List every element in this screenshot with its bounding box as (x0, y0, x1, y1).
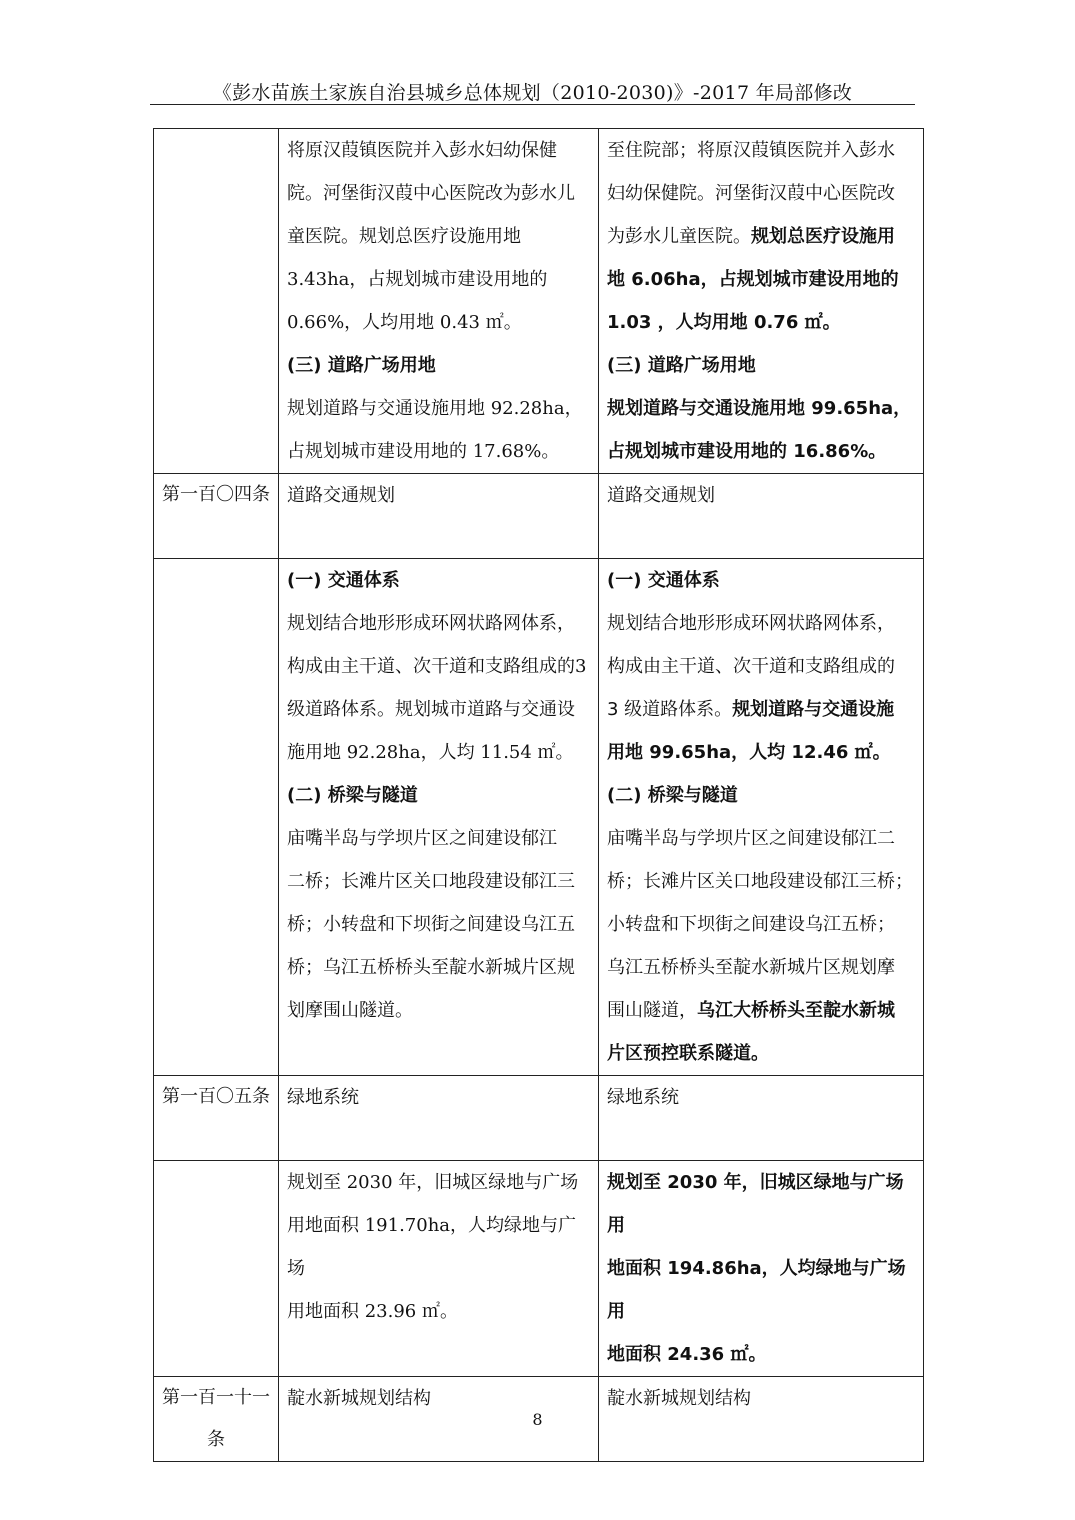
text-line: 桥；长滩片区关口地段建设郁江三桥； (607, 871, 913, 892)
text-line: 童医院。规划总医疗设施用地 (287, 226, 521, 247)
article-cell (154, 129, 279, 474)
article-cell (154, 1161, 279, 1377)
revised-bold-text: 乌江大桥桥头至靛水新城 (697, 1000, 895, 1021)
text-line: 0.66%，人均用地 0.43 ㎡。 (287, 312, 522, 333)
text-line: 至住院部；将原汉葭镇医院并入彭水 (607, 140, 895, 161)
page-number: 8 (532, 1410, 543, 1429)
original-text-cell: 道路交通规划 (279, 474, 599, 559)
original-text-cell: 绿地系统 (279, 1076, 599, 1161)
article-number: 第一百一十一条 (154, 1377, 279, 1462)
text-line: 3.43ha，占规划城市建设用地的 (287, 269, 548, 290)
comparison-table (153, 128, 924, 1462)
text-span: 3 级道路体系。 (607, 699, 733, 720)
text-line: 划摩围山隧道。 (287, 1000, 413, 1021)
text-line: 小转盘和下坝街之间建设乌江五桥； (607, 914, 895, 935)
text-line: 院。河堡街汉葭中心医院改为彭水儿 (287, 183, 575, 204)
revised-bold-text: 地 6.06ha，占规划城市建设用地的 (607, 269, 899, 290)
text-line (607, 688, 915, 731)
text-line: 庙嘴半岛与学坝片区之间建设郁江二 (607, 828, 895, 849)
table-row (154, 559, 924, 1076)
text-line: 构成由主干道、次干道和支路组成的3 (287, 656, 587, 677)
text-span: 围山隧道， (607, 1000, 697, 1021)
original-text-cell: 靛水新城规划结构 (279, 1377, 599, 1462)
revised-text-cell (599, 129, 924, 474)
revised-bold-text: 规划至 2030 年，旧城区绿地与广场用 (607, 1172, 904, 1236)
revised-text-cell: 靛水新城规划结构 (599, 1377, 924, 1462)
original-text-cell (279, 1161, 599, 1377)
text-line: 桥；小转盘和下坝街之间建设乌江五 (287, 914, 575, 935)
text-line: 规划结合地形形成环网状路网体系， (607, 613, 895, 634)
text-line: 规划结合地形形成环网状路网体系， (287, 613, 575, 634)
revised-bold-text: 规划道路与交通设施 (732, 699, 895, 720)
page-header: 《彭水苗族土家族自治县城乡总体规划（2010-2030)》-2017 年局部修改 (212, 82, 853, 104)
text-line: 用地面积 191.70ha，人均绿地与广场 (287, 1215, 577, 1279)
revised-bold-text: 规划道路与交通设施用地 99.65ha， (607, 398, 912, 419)
text-span: 为彭水儿童医院。 (607, 226, 751, 247)
revised-bold-text: 地面积 24.36 ㎡。 (607, 1344, 767, 1365)
text-line: 级道路体系。规划城市道路与交通设 (287, 699, 575, 720)
section-heading: (二) 桥梁与隧道 (287, 785, 418, 806)
revised-bold-text: 片区预控联系隧道。 (607, 1043, 769, 1064)
article-cell (154, 559, 279, 1076)
revised-bold-text: 占规划城市建设用地的 16.86%。 (607, 441, 887, 462)
section-heading: (一) 交通体系 (287, 570, 400, 591)
revised-bold-text: 规划总医疗设施用 (751, 226, 895, 247)
revised-text-cell (599, 559, 924, 1076)
section-heading: (三) 道路广场用地 (287, 355, 436, 376)
text-line: 妇幼保健院。河堡街汉葭中心医院改 (607, 183, 895, 204)
text-line: 施用地 92.28ha，人均 11.54 ㎡。 (287, 742, 574, 763)
text-line: 乌江五桥桥头至靛水新城片区规划摩 (607, 957, 895, 978)
text-line: 桥；乌江五桥桥头至靛水新城片区规 (287, 957, 575, 978)
section-heading: (二) 桥梁与隧道 (607, 785, 738, 806)
original-text-cell (279, 559, 599, 1076)
revised-bold-text: 地面积 194.86ha，人均绿地与广场用 (607, 1258, 906, 1322)
text-line (607, 215, 915, 258)
header-rule (150, 104, 915, 105)
original-text-cell (279, 129, 599, 474)
table-row (154, 1161, 924, 1377)
article-number: 第一百〇四条 (154, 474, 279, 559)
revised-text-cell: 绿地系统 (599, 1076, 924, 1161)
table-row (154, 129, 924, 474)
text-line: 规划至 2030 年，旧城区绿地与广场 (287, 1172, 579, 1193)
revised-bold-text: 1.03 ，人均用地 0.76 ㎡。 (607, 312, 841, 333)
text-line: 构成由主干道、次干道和支路组成的 (607, 656, 895, 677)
revised-text-cell: 道路交通规划 (599, 474, 924, 559)
section-heading: (一) 交通体系 (607, 570, 720, 591)
article-number: 第一百〇五条 (154, 1076, 279, 1161)
text-line: 二桥；长滩片区关口地段建设郁江三 (287, 871, 575, 892)
text-line: 用地面积 23.96 ㎡。 (287, 1301, 458, 1322)
table-row (154, 1076, 924, 1161)
text-line: 将原汉葭镇医院并入彭水妇幼保健 (287, 140, 557, 161)
revised-text-cell (599, 1161, 924, 1377)
text-line: 占规划城市建设用地的 17.68%。 (287, 441, 560, 462)
text-line: 庙嘴半岛与学坝片区之间建设郁江 (287, 828, 557, 849)
text-line (607, 989, 915, 1032)
table-row (154, 474, 924, 559)
revised-bold-text: 用地 99.65ha，人均 12.46 ㎡。 (607, 742, 891, 763)
section-heading: (三) 道路广场用地 (607, 355, 756, 376)
text-line: 规划道路与交通设施用地 92.28ha， (287, 398, 583, 419)
